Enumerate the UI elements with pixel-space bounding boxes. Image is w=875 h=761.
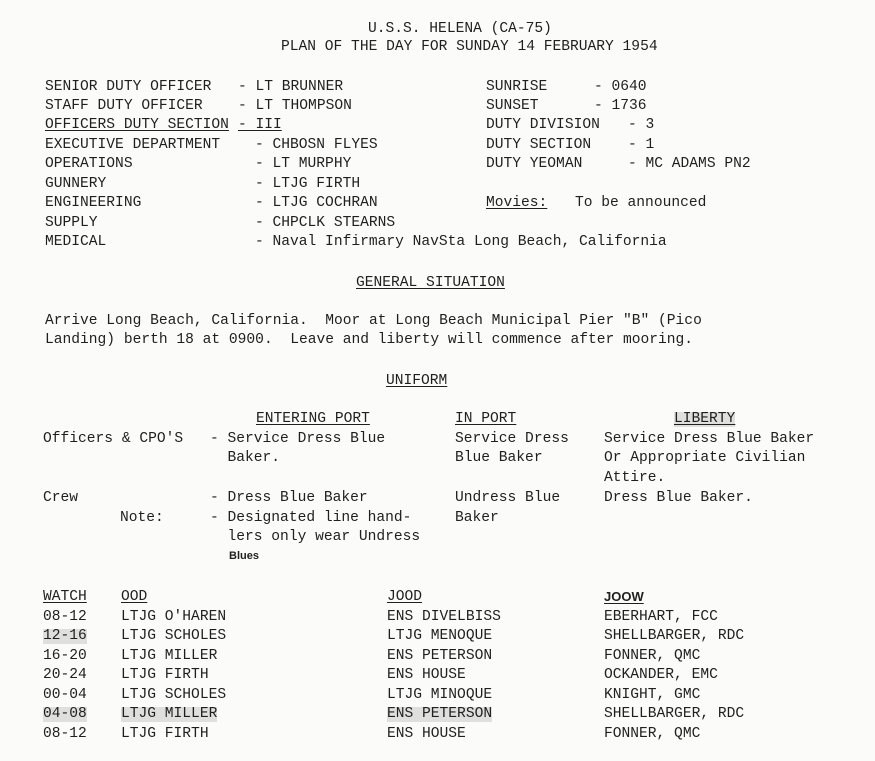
duty-label: EXECUTIVE DEPARTMENT: [45, 137, 221, 153]
movies-value: To be announced: [575, 195, 707, 211]
joow-header: JOOW: [604, 589, 644, 604]
duty-value: - CHBOSN FLYES: [255, 137, 378, 153]
table-row-ood: LTJG FIRTH: [121, 726, 209, 742]
officers-in-port: Service Dress: [455, 431, 569, 447]
officers-liberty: Or Appropriate Civilian: [604, 450, 806, 466]
jood-header: JOOD: [387, 589, 423, 605]
duty-label: DUTY SECTION: [486, 137, 592, 153]
duty-label: OPERATIONS: [45, 156, 133, 172]
duty-label: STAFF DUTY OFFICER: [45, 98, 203, 114]
table-row-watch: 20-24: [43, 667, 87, 683]
duty-label: SENIOR DUTY OFFICER: [45, 79, 212, 95]
duty-value: - III: [238, 117, 282, 133]
watch-header: WATCH: [43, 589, 87, 605]
crew-liberty: Dress Blue Baker.: [604, 490, 753, 506]
duty-value: - 0640: [594, 79, 647, 95]
note-label: Note:: [120, 510, 164, 526]
duty-label: DUTY YEOMAN: [486, 156, 583, 172]
table-row-watch: 04-08: [43, 706, 87, 722]
duty-value: - LTJG FIRTH: [255, 176, 361, 192]
table-row-ood: LTJG MILLER: [121, 706, 218, 722]
crew-entering: - Dress Blue Baker: [210, 490, 368, 506]
table-row-joow: KNIGHT, GMC: [604, 687, 701, 703]
table-row-joow: SHELLBARGER, RDC: [604, 628, 745, 644]
table-row-watch: 00-04: [43, 687, 87, 703]
ood-header: OOD: [121, 589, 148, 605]
table-row-ood: LTJG MILLER: [121, 648, 218, 664]
duty-label: SUNSET: [486, 98, 539, 114]
duty-label: ENGINEERING: [45, 195, 142, 211]
officers-in-port: Blue Baker: [455, 450, 543, 466]
duty-value: - LTJG COCHRAN: [255, 195, 378, 211]
movies-label: Movies:: [486, 195, 548, 211]
duty-label: GUNNERY: [45, 176, 107, 192]
plan-title: PLAN OF THE DAY FOR SUNDAY 14 FEBRUARY 1954: [281, 39, 658, 55]
table-row-ood: LTJG FIRTH: [121, 667, 209, 683]
col-liberty: LIBERTY: [674, 411, 736, 427]
duty-value: - 3: [628, 117, 655, 133]
duty-value: - 1736: [594, 98, 647, 114]
table-row-jood: ENS HOUSE: [387, 667, 466, 683]
duty-value: - MC ADAMS PN2: [628, 156, 751, 172]
duty-label: SUNRISE: [486, 79, 548, 95]
situation-line: Arrive Long Beach, California. Moor at Long Beach Municipal Pier "B" (Pico: [45, 313, 702, 329]
table-row-ood: LTJG SCHOLES: [121, 687, 227, 703]
crew-in-port: Undress Blue: [455, 490, 561, 506]
note-line: - Designated line hand-: [210, 510, 412, 526]
table-row-jood: LTJG MENOQUE: [387, 628, 493, 644]
table-row-jood: ENS PETERSON: [387, 648, 493, 664]
note-blues: Blues: [229, 550, 259, 562]
duty-label: OFFICERS DUTY SECTION: [45, 117, 229, 133]
officers-liberty: Attire.: [604, 470, 666, 486]
duty-label: SUPPLY: [45, 215, 98, 231]
duty-value: - 1: [628, 137, 655, 153]
table-row-joow: FONNER, QMC: [604, 726, 701, 742]
table-row-joow: SHELLBARGER, RDC: [604, 706, 745, 722]
table-row-ood: LTJG O'HAREN: [121, 609, 227, 625]
table-row-jood: LTJG MINOQUE: [387, 687, 493, 703]
officers-label: Officers & CPO'S: [43, 431, 184, 447]
table-row-joow: EBERHART, FCC: [604, 609, 718, 625]
col-entering-port: ENTERING PORT: [256, 411, 370, 427]
officers-entering: - Service Dress Blue: [210, 431, 386, 447]
table-row-watch: 16-20: [43, 648, 87, 664]
uniform-heading: UNIFORM: [386, 373, 448, 389]
crew-in-port: Baker: [455, 510, 499, 526]
ship-title: U.S.S. HELENA (CA-75): [368, 21, 552, 37]
col-in-port: IN PORT: [455, 411, 517, 427]
duty-value: - LT MURPHY: [255, 156, 352, 172]
note-line: lers only wear Undress: [210, 529, 421, 545]
table-row-jood: ENS DIVELBISS: [387, 609, 501, 625]
duty-value: - LT BRUNNER: [238, 79, 344, 95]
table-row-joow: FONNER, QMC: [604, 648, 701, 664]
table-row-watch: 12-16: [43, 628, 87, 644]
crew-label: Crew: [43, 490, 79, 506]
table-row-joow: OCKANDER, EMC: [604, 667, 718, 683]
duty-value: - Naval Infirmary NavSta Long Beach, California: [255, 234, 667, 250]
situation-heading: GENERAL SITUATION: [356, 275, 505, 291]
duty-value: - LT THOMPSON: [238, 98, 352, 114]
table-row-watch: 08-12: [43, 726, 87, 742]
table-row-watch: 08-12: [43, 609, 87, 625]
officers-liberty: Service Dress Blue Baker: [604, 431, 815, 447]
table-row-jood: ENS PETERSON: [387, 706, 493, 722]
officers-entering: Baker.: [210, 450, 281, 466]
duty-label: DUTY DIVISION: [486, 117, 600, 133]
table-row-ood: LTJG SCHOLES: [121, 628, 227, 644]
table-row-jood: ENS HOUSE: [387, 726, 466, 742]
duty-value: - CHPCLK STEARNS: [255, 215, 396, 231]
duty-label: MEDICAL: [45, 234, 107, 250]
situation-line: Landing) berth 18 at 0900. Leave and liberty will commence after mooring.: [45, 332, 694, 348]
